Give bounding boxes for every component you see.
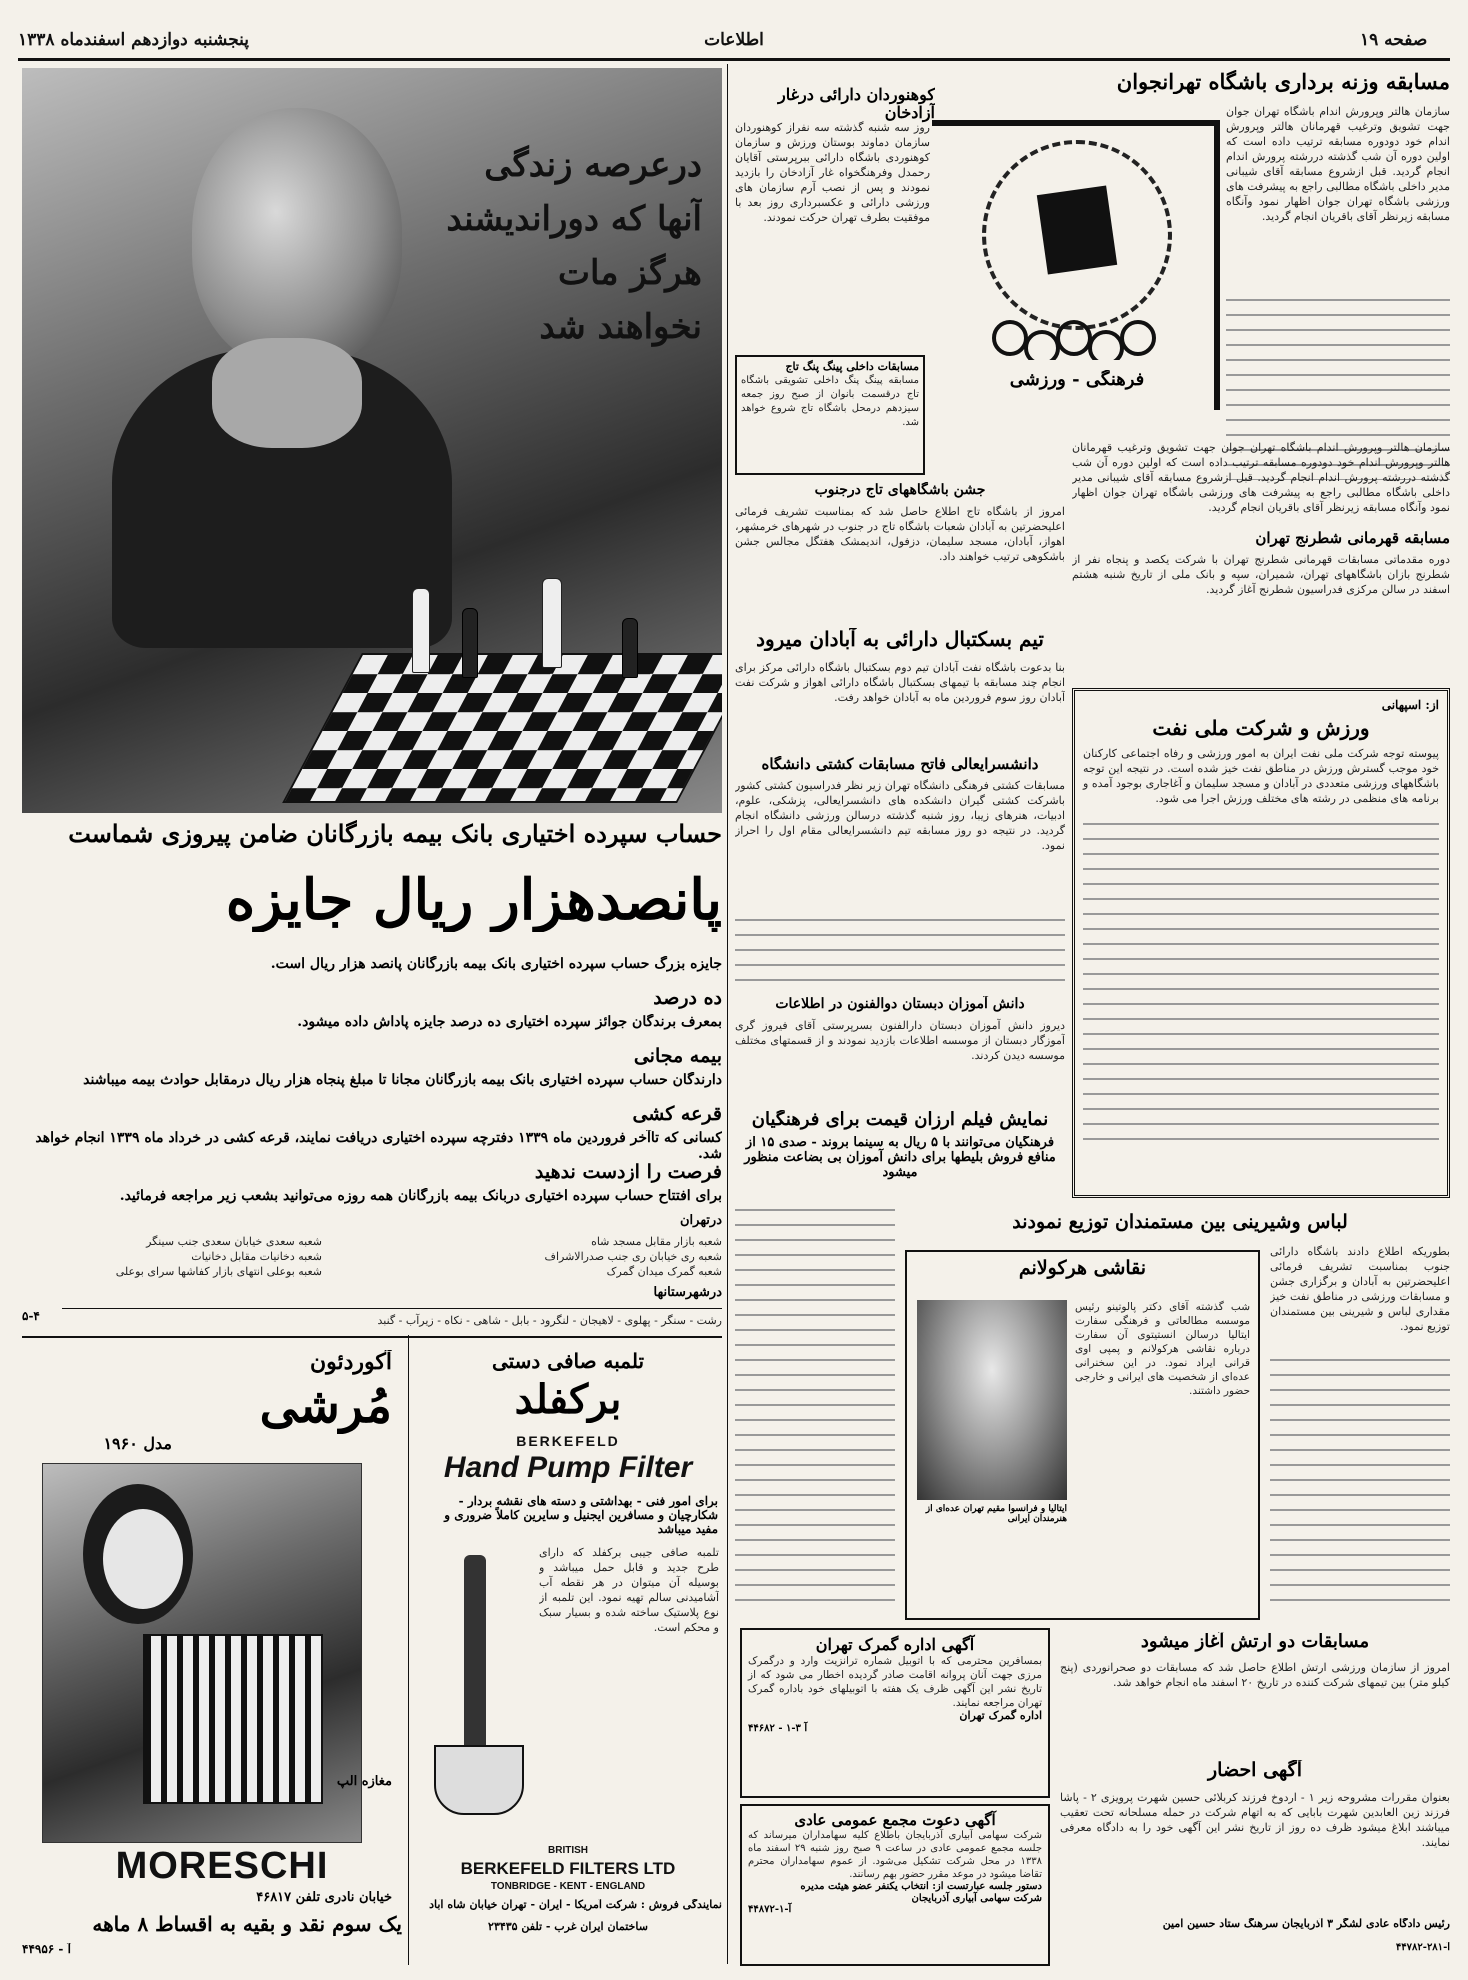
prize-headline: پانصدهزار ریال جایزه — [225, 868, 722, 933]
provinces-list: رشت - سنگر - پهلوی - لاهیجان - لنگرود - بابل - شاهی - نکاه - زیرآب - گنبد — [62, 1308, 722, 1328]
accordion-terms: یک سوم نقد و بقیه به اقساط ۸ ماهه — [92, 1913, 402, 1936]
slogan-line: آنها که دوراندیشند — [446, 199, 702, 239]
filter-body: تلمبه صافی جیبی برکفلد که دارای طرح جدید و قابل حمل میباشد و بوسیله آن میتوان در هر نقطه آب آشامیدنی سالم تهیه نمود. این تلمبه از نوع پلاستیک ساخته شده و بسیار سبک و محکم است. — [539, 1546, 719, 1634]
summons-ref: آ-۲۸۱-۴۴۷۸۲ — [1395, 1942, 1450, 1953]
summons-sign: رئیس دادگاه عادی لشگر ۳ آذربایجان سرهنگ ستاد حسین امین — [1162, 1918, 1450, 1930]
mountaineers-headline: کوهنوردان دارائی درغار آزادخان — [778, 86, 935, 123]
book-icon — [1037, 186, 1117, 275]
taj-south-headline: جشن باشگاههای تاج درجنوب — [814, 482, 986, 498]
basketball-headline: تیم بسکتبال دارائی به آبادان میرود — [756, 628, 1044, 651]
branch-list-left — [22, 1234, 322, 1279]
accordion-model: مدل ۱۹۶۰ — [103, 1435, 172, 1453]
accordion-brand-en: MORESCHI — [115, 1845, 329, 1887]
oil-company-body: پیوسته توجه شرکت ملی نفت ایران به امور ورزشی و رفاه اجتماعی کارکنان خود موجب گسترش ورزش در مناطق نفت خیز شده است. در نتیجه این توجه باشگاههای ورزشی متعددی در آبادان و مسجد سلیمان و آغاجاری بوجود آمده و برنامه های منظمی در رشته های مختلف ورزش اجرا می شود. — [1083, 746, 1439, 805]
slogan-line: هرگز مات نخواهند شد — [539, 253, 702, 347]
army-race-headline: مسابقات دو ارتش آغاز میشود — [1140, 1632, 1370, 1652]
chess-piece — [462, 608, 478, 678]
accordion-title: آکوردئون — [309, 1350, 392, 1375]
photo-caption: ایتالیا و فرانسوا مقیم تهران عده‌ای از هنرمندان ایرانی — [925, 1504, 1067, 1525]
filter-ad — [414, 1345, 722, 1965]
filter-tagline: برای امور فنی - بهداشتی و دسته های نقشه بردار - شکارچیان و مسافرین ایجنیل و سایرین کاملاً ضروری و مفید میباشد — [444, 1495, 718, 1536]
meeting-sign: شرکت سهامی آبیاری آذربایجان — [911, 1892, 1042, 1904]
bank-ad — [22, 68, 722, 1338]
bank-ad-headline: حساب سپرده اختیاری بانک بیمه بازرگانان ضامن پیروزی شماست — [68, 820, 722, 848]
newspaper-name: اطلاعات — [704, 30, 764, 50]
wrestling-headline: دانشسرایعالی فاتح مسابقات کشتی دانشگاه — [761, 756, 1039, 773]
accordion-ad — [22, 1345, 402, 1965]
filter-maker-pre: BRITISH — [548, 1845, 588, 1856]
pump-illustration — [424, 1545, 534, 1825]
section-title: فرصت را ازدست ندهید — [534, 1162, 722, 1183]
darolfonun-headline: دانش آموزان دبستان دوالفنون در اطلاعات — [775, 996, 1025, 1012]
filter-brand-en: BERKEFELD — [516, 1433, 620, 1449]
header-rule — [18, 58, 1450, 61]
meeting-agenda: دستور جلسه عبارتست از: انتخاب یکنفر عضو هیئت مدیره — [800, 1881, 1042, 1893]
film-subhead: فرهنگیان می‌توانند با ۵ ریال به سینما بروند - صدی ۱۵ از منافع فروش بلیطها برای دانش آموزان بی بضاعت منظور میشود — [744, 1136, 1056, 1180]
herculaneum-body: شب گذشته آقای دکتر پالوتینو رئیس موسسه مطالعاتی و فرهنگی سفارت ایتالیا درسالن انستیتوی آن سفارت درباره نقاشی هرکولانم و پمپی اوی قرانی ایراد نمود. در این سخنرانی عده‌ای از شخصیت های ایرانی و خارجی حضور داشتند. — [1075, 1301, 1250, 1397]
meeting-notice — [740, 1804, 1050, 1966]
filter-agent: نمایندگی فروش : شرکت آمریکا - ایران - تهران خیابان شاه آباد — [429, 1899, 722, 1911]
darolfonun-body: دیروز دانش آموزان دبستان دارالفنون بسرپرستی آقای فیروز گری آموزگار دبستان از موسسه اطلاعات بازدید نمودند و از قسمتهای مختلف موسسه دیدن کردند. — [735, 1019, 1065, 1062]
chess-piece — [412, 588, 430, 673]
branch-item: شعبه گمرک میدان گمرک — [606, 1265, 722, 1278]
mountaineers-body: روز سه شنبه گذشته سه نفراز کوهنوردان سازمان دماوند بوستان ورزش و سازمان کوهنوردی باشگاه دارائی ببرپرستی آقایان رحمدل وفرهنگخواه غار آزادخان را بازدید نمودند و پس از نصب آرم سازمان های ورزشی دارائی و عکسبرداری روز بعد با موفقیت بطرف تهران حرکت نمودند. — [735, 121, 930, 224]
section-body: کسانی که تاآخر فروردین ماه ۱۳۳۹ دفترچه سپرده اختیاری دریافت نمایند، قرعه کشی در خرداد ماه ۱۳۳۹ انجام خواهد شد. — [35, 1130, 722, 1163]
provinces-label: درشهرستانها — [653, 1286, 722, 1300]
customs-ref: آ ۳-۱ - ۴۴۶۸۲ — [748, 1723, 808, 1735]
chess-board — [282, 653, 722, 803]
pingpong-body: مسابقه پینگ پنگ داخلی تشویقی باشگاه تاج درقسمت بانوان از صبح روز جمعه سیزدهم درمحل باشگاه تاج شروع خواهد شد. — [741, 374, 919, 428]
customs-sign: اداره گمرک تهران — [959, 1709, 1042, 1723]
section-title: ده درصد — [653, 988, 722, 1009]
filter-maker-city: TONBRIDGE - KENT - ENGLAND — [490, 1881, 646, 1892]
chess-player-photo — [22, 68, 722, 813]
filter-title: تلمبه صافی دستی — [491, 1350, 645, 1373]
basketball-body: بنا بدعوت باشگاه نفت آبادان تیم دوم بسکتبال باشگاه دارائی مرکز برای انجام چند مسابقه با تیمهای بسکتبال باشگاه دارائی اهواز و شرکت نفت آبادان روز سوم فروردین ماه به آبادان خواهد رفت. — [735, 661, 1065, 704]
text-filler — [735, 910, 1065, 990]
issue-date: پنجشنبه دوازدهم اسفندماه ۱۳۳۸ — [18, 30, 250, 50]
branch-list-right — [272, 1234, 722, 1279]
meeting-body: شرکت سهامی آبیاری آذربایجان باطلاع کلیه سهامداران میرساند که جلسه مجمع عمومی عادی در ساعت ۹ صبح روز شنبه ۲۹ اسفند ماه ۱۳۳۸ در محل شرکت تشکیل می‌شود. از عموم سهامداران محترم تقاضا میشود در موعد مقرر حضور بهم رسانند. — [748, 1830, 1042, 1881]
wrestling-body: مسابقات کشتی فرهنگی دانشگاه تهران زیر نظر فدراسیون کشتی کشور باشرکت کشتی گیران دانشکده های دانشسرایعالی، پزشکی، علوم، ادبیات، هنرهای زیبا، روز شنبه گذشته درسالن ورزشی دانشگاه انجام گردید. در نتیجه دو روز مسابقه تیم دانشسرایعالی مقام اول را احراز نمود. — [735, 779, 1065, 852]
chess-piece — [542, 578, 562, 668]
lecturer-photo — [917, 1300, 1067, 1500]
section-rule — [22, 1336, 722, 1338]
column-rule — [727, 64, 728, 1964]
oil-company-box — [1072, 688, 1450, 1198]
customs-headline: آگهی اداره گمرک تهران — [815, 1635, 975, 1654]
oil-company-headline: ورزش و شرکت ملی نفت — [1152, 715, 1370, 740]
weightlifting-headline: مسابقه وزنه برداری باشگاه تهرانجوان — [1116, 70, 1450, 94]
branch-item: شعبه بوعلی انتهای بازار کفاشها سرای بوعلی — [115, 1265, 322, 1278]
section-body: دارندگان حساب سپرده اختیاری بانک بیمه بازرگانان مجانا تا مبلغ پنجاه هزار ریال درمقابل حوادث بیمه میباشند — [83, 1072, 722, 1088]
branch-item: شعبه سعدی خیابان سعدی جنب سینگر — [146, 1235, 322, 1248]
city-label: درتهران — [679, 1214, 722, 1228]
oil-company-kicker: از: اسپهانی — [1381, 698, 1439, 712]
accordion-shop: مغازه آلپ — [336, 1775, 392, 1789]
slogan-line: درعرصه زندگی — [484, 145, 702, 185]
column-rule — [408, 1335, 409, 1965]
filter-phone: ساختمان ایران غرب - تلفن ۲۳۴۳۵ — [488, 1921, 648, 1933]
prize-intro: جایزه بزرگ حساب سپرده اختیاری بانک بیمه بازرگانان پانصد هزار ریال است. — [270, 956, 722, 972]
ad-ref: ۵-۴ — [22, 1310, 40, 1323]
branch-item: شعبه ری خیابان ری جنب صدرالاشراف — [544, 1250, 722, 1263]
chess-body: دوره مقدماتی مسابقات قهرمانی شطرنج تهران با شرکت یکصد و پنجاه نفر از شطرنج بازان باشگاههای تهران، شمیران، سپه و بانک ملی از تاریخ شنبه هشتم اسفند در سالن مرکزی فدراسیون شطرنج آغاز گردید. — [1072, 553, 1450, 596]
filter-product: Hand Pump Filter — [443, 1451, 693, 1484]
charity-body: بطوریکه اطلاع دادند باشگاه دارائی جنوب بمناسبت تشریف فرمائی اعلیحضرتین به آبادان و برگزاری جشن و مسابقات ورزشی در مناطق نفت خیز مقداری لباس و شیرینی بین مستمندان توزیع نمود. — [1270, 1245, 1450, 1333]
pingpong-box — [735, 355, 925, 475]
customs-body: بمسافرین محترمی که با اتوبیل شماره ترانزیت وارد و درگمرک مرزی جهت آنان پروانه اقامت صادر گردیده اخطار می شود که از تاریخ نشر این آگهی ظرف یک هفته با اتوبیلهای خود باداره گمرک تهران مراجعه نمایند. — [748, 1655, 1042, 1710]
section-title: قرعه کشی — [632, 1104, 722, 1125]
army-race-body: امروز از سازمان ورزشی ارتش اطلاع حاصل شد که مسابقات دو صحرانوردی (پنج کیلو متر) بین تیمهای شرکت کننده در تاریخ ۲۰ اسفند ماه انجام خواهد شد. — [1060, 1661, 1450, 1689]
herculaneum-headline: نقاشی هرکولانم — [1018, 1257, 1147, 1279]
section-title: بیمه مجانی — [633, 1046, 722, 1067]
meeting-headline: آگهی دعوت مجمع عمومی عادی — [794, 1811, 996, 1829]
charity-headline: لباس وشیرینی بین مستمندان توزیع نمودند — [1012, 1212, 1348, 1233]
bucket-shape — [434, 1745, 524, 1815]
branch-item: شعبه بازار مقابل مسجد شاه — [591, 1235, 722, 1248]
summons-headline: آگهی احضار — [1208, 1760, 1302, 1781]
meeting-ref: آ-۱-۴۴۸۷۲ — [748, 1904, 792, 1916]
weightlifting-text: سازمان هالتر وپرورش اندام باشگاه تهران جوان جهت تشویق وترغیب قهرمانان هالتر وپرورش اندام خود دودوره مسابقه ترتیب داده است که اولین دوره آن شب گذشته دررشته پرورش اندام انجام گردید. قبل ازشروع مسابقه آقای شیبانی مدیر داخلی باشگاه مطالبی راجع به پیشرفت های ورزشی باشگاه تهران جوان اظهار نمود وآنگاه مسابقه زیرنظر آقای باقریان انجام گردید. — [1226, 105, 1450, 223]
chess-headline: مسابقه قهرمانی شطرنج تهران — [1255, 530, 1450, 547]
emblem-caption: فرهنگی - ورزشی — [1009, 370, 1145, 390]
ad-slogan — [442, 138, 702, 354]
customs-notice — [740, 1628, 1050, 1798]
olympic-rings-icon — [992, 320, 1162, 360]
filter-brand-fa: برکفلد — [514, 1377, 622, 1423]
branch-item: شعبه دخانیات مقابل دخانیات — [191, 1250, 322, 1263]
text-filler — [1083, 814, 1439, 1144]
chess-intro-text: سازمان هالتر وپرورش اندام باشگاه تهران جوان جهت تشویق وترغیب قهرمانان هالتر وپرورش اندام خود دودوره مسابقه ترتیب داده است که اولین دوره آن شب گذشته دررشته پرورش اندام انجام گردید. قبل ازشروع مسابقه آقای شیبانی مدیر داخلی باشگاه مطالبی راجع به پیشرفت های ورزشی باشگاه تهران جوان اظهار نمود وآنگاه مسابقه زیرنظر آقای باقریان انجام گردید. — [1072, 441, 1450, 514]
section-body: بمعرف برندگان جوائز سپرده اختیاری ده درصد جایزه پاداش داده میشود. — [297, 1014, 722, 1030]
face-shape — [103, 1509, 183, 1609]
herculaneum-box — [905, 1250, 1260, 1620]
hand-shape — [212, 338, 362, 448]
face-shape — [192, 108, 402, 368]
section-body: برای افتتاح حساب سپرده اختیاری دربانک بیمه بازرگانان همه روزه می‌توانید بشعب زیر مراجعه فرمائید. — [119, 1188, 722, 1204]
text-filler — [735, 1200, 895, 1610]
taj-south-body: امروز از باشگاه تاج اطلاع حاصل شد که بمناسبت تشریف فرمائی اعلیحضرتین به آبادان شعبات باشگاه تاج در جنوب در شهرهای خرمشهر، اهواز، آبادان، مسجد سلیمان، دزفول، اندیمشک هفتگل مجالس جشن باشکوهی ترتیب خواهند داد. — [735, 505, 1065, 563]
sports-emblem — [932, 120, 1220, 410]
accordion-address: خیابان نادری تلفن ۴۶۸۱۷ — [256, 1891, 392, 1905]
film-headline: نمایش فیلم ارزان قیمت برای فرهنگیان — [751, 1110, 1049, 1130]
accordion-brand-fa: مُرشی — [259, 1379, 392, 1434]
text-filler — [1270, 1350, 1450, 1610]
summons-body: بعنوان مقررات مشروحه زیر ۱ - اردوخ فرزند کربلائی حسین شهرت پرویزی ۲ - پاشا فرزند زین العابدین شهرت بابایی که به اتهام شرکت در حمله مسلحانه تحت تعقیب میباشند ابلاغ میشود ظرف ده روز از تاریخ نشر این آگهی خود را به دادگاه معرفی نمایند. — [1060, 1791, 1450, 1849]
pump-body — [464, 1555, 486, 1755]
pingpong-headline: مسابقات داخلی پینگ پنگ تاج — [785, 360, 919, 373]
page-number: صفحه ۱۹ — [1360, 30, 1428, 50]
ad-ref: آ - ۴۴۹۵۶ — [22, 1943, 71, 1956]
chess-piece — [622, 618, 638, 678]
filter-maker: BERKEFELD FILTERS LTD — [460, 1859, 676, 1878]
